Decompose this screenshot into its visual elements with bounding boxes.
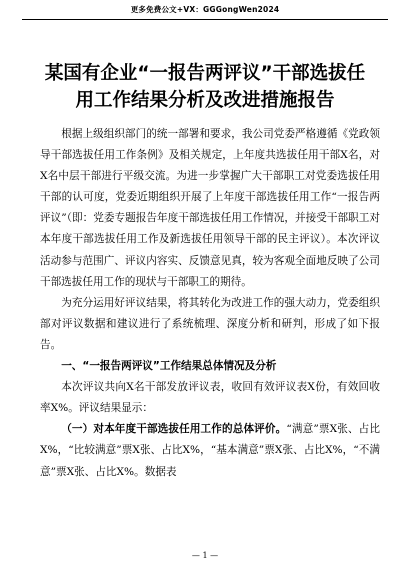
page-number: — 1 — <box>191 551 219 560</box>
overall-evaluation-text: “满意”票X张、占比X%，“比较满意”票X张、占比X%，“基本满意”票X张、占比X%，“不满意”票X张、占比X%。数据表 <box>40 423 381 478</box>
document-title <box>20 60 390 114</box>
document-body <box>40 124 380 483</box>
paragraph-intro: 根据上级组织部门的统一部署和要求，我公司党委严格遵循《党政领导干部选拔任用工作条例》及相关规定，上年度共选拔任用干部X名，对X名中层干部进行平级交流。为进一步掌握广大干部职工对党委选拔任用干部的认可度，党委近期组织开展了上年度干部选拔任用工作“一报告两评议”（即：党委专题报告年度干部选拔任用工作情况，并接受干部职工对本年度干部选拔任用工作及新选拔任用领导干部的民主评议）。本次评议活动参与范围广、评议内容实、反馈意见真，较为客观全面地反映了公司干部选拔任用工作的现状与干部职工的期待。 <box>40 128 380 288</box>
title-line-2: 用工作结果分析及改进措施报告 <box>75 90 335 111</box>
header-divider <box>22 19 388 20</box>
paragraph-purpose: 为充分运用好评议结果，将其转化为改进工作的强大动力，党委组织部对评议数据和建议进行了系统梳理、深度分析和研判，形成了如下报告。 <box>40 296 380 351</box>
subheading-overall-evaluation: （一）对本年度干部选拔任用工作的总体评价。 <box>61 423 287 436</box>
paragraph-survey: 本次评议共向X名干部发放评议表，收回有效评议表X份，有效回收率X%。评议结果显示： <box>40 381 380 415</box>
section-heading-1: 一、“一报告两评议”工作结果总体情况及分析 <box>61 360 277 373</box>
page-header: 更多免费公文+VX：GGGongWen2024 <box>130 5 280 14</box>
title-line-1: 某国有企业“一报告两评议”干部选拔任 <box>44 63 366 84</box>
paragraph-overall-evaluation <box>40 419 380 482</box>
